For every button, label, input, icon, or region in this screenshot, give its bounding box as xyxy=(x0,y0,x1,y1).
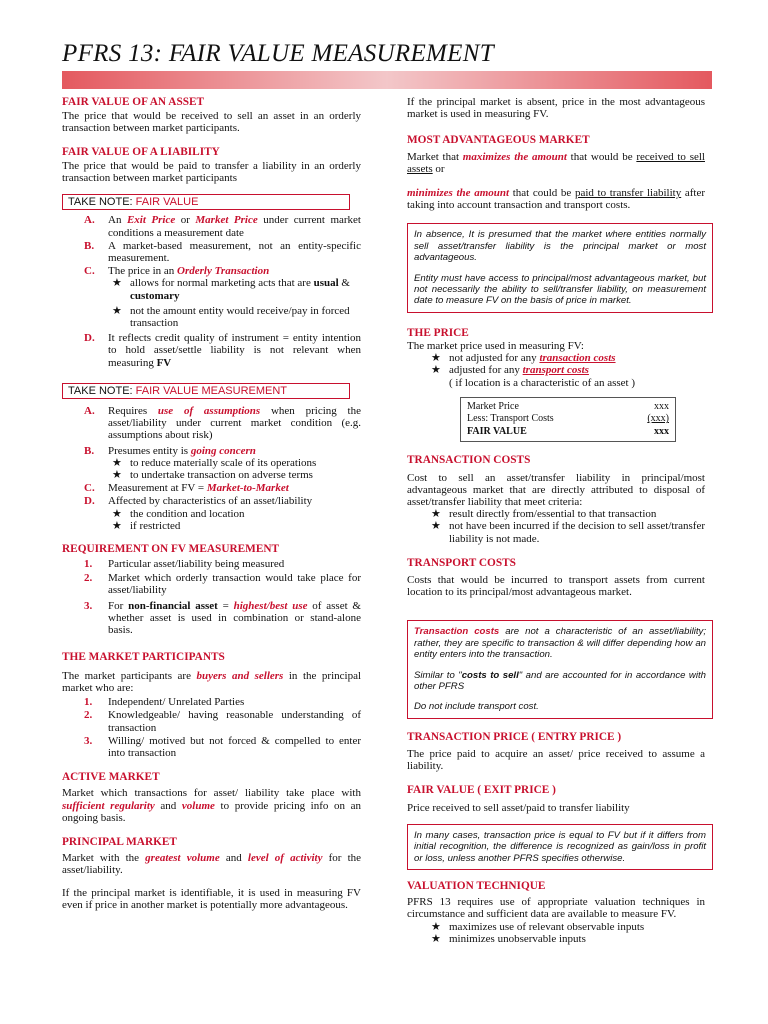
valuation-list xyxy=(427,921,705,945)
list-item: B. A market-based measurement, not an entity-specific measurement. xyxy=(84,239,361,265)
section-heading: MOST ADVANTAGEOUS MARKET xyxy=(407,134,590,147)
sub-list-item: ★ to reduce materially scale of its operations xyxy=(112,456,317,469)
list-item: A. An Exit Price or Market Price under current market conditions a measurement date xyxy=(84,214,361,239)
take-note-prefix: TAKE NOTE: xyxy=(68,196,136,209)
star-icon: ★ xyxy=(112,304,122,317)
section-text: The price that would be paid to transfer a liability in an orderly transaction between market participants xyxy=(62,159,361,185)
list-item: ( if location is a characteristic of an asset ) xyxy=(449,376,636,389)
list-item: ★ maximizes use of relevant observable inputs xyxy=(431,920,645,933)
list-item: D. It reflects credit quality of instrument = entity intention to hold asset/settle liability is not relevant when measuring FV xyxy=(84,332,361,369)
sub-list-item: ★ allows for normal marketing acts that are usual & customary xyxy=(112,277,350,302)
list-item: 3. Willing/ motived but not forced & compelled to enter into transaction xyxy=(84,734,361,759)
computation-row: Less: Transport Costs (xxx) xyxy=(467,413,669,425)
fv-measurement-list xyxy=(62,405,361,532)
note-text: In many cases, transaction price is equal to FV but if it differs from initial recognition, the difference is recognized as gain/loss in profit or loss, unless another PFRS specifies otherwise. xyxy=(414,829,706,864)
list-item: ★ not have been incurred if the decision to sell asset/transfer liability is not made. xyxy=(431,520,705,545)
section-the-price xyxy=(407,327,705,443)
list-item: 2. Knowledgeable/ having reasonable understanding of transaction xyxy=(84,709,361,734)
participants-list xyxy=(62,696,361,759)
fair-value-computation xyxy=(460,397,676,443)
page-title: PFRS 13: FAIR VALUE MEASUREMENT xyxy=(62,40,494,67)
section-text: Price received to sell asset/paid to transfer liability xyxy=(407,801,630,814)
list-item: 1. Independent/ Unrelated Parties xyxy=(84,696,245,709)
note-box-presumption xyxy=(407,223,713,312)
take-note-label: FAIR VALUE xyxy=(135,196,199,209)
section-transaction-costs xyxy=(407,454,705,544)
section-fv-liability xyxy=(62,146,361,185)
star-icon: ★ xyxy=(431,520,441,533)
section-fv-asset xyxy=(62,96,361,135)
section-most-advantageous xyxy=(407,134,705,211)
section-heading: FAIR VALUE OF A LIABILITY xyxy=(62,145,220,158)
list-item: A. Requires use of assumptions when pricing the asset/liability under current market condition (e.g. assumptions about risk) xyxy=(84,405,361,442)
star-icon: ★ xyxy=(431,352,441,365)
section-heading: VALUATION TECHNIQUE xyxy=(407,880,546,893)
list-item: 3. For non-financial asset = highest/best use of asset & whether asset is used in combination or stand-alone basis. xyxy=(84,599,361,637)
star-icon: ★ xyxy=(431,364,441,377)
section-text: The market participants are buyers and sellers in the principal market who are: xyxy=(62,669,362,694)
section-active-market xyxy=(62,771,361,824)
section-text: Market that maximizes the amount that would be received to sell assets or xyxy=(407,150,705,175)
section-text: The market price used in measuring FV: xyxy=(407,340,584,353)
star-icon: ★ xyxy=(431,508,441,521)
section-valuation-technique xyxy=(407,880,705,945)
take-note-fv-measurement-box xyxy=(62,383,350,399)
list-item: 1. Particular asset/liability being measured xyxy=(84,558,285,571)
computation-row: Market Price xxx xyxy=(467,400,669,412)
take-note-fair-value-box xyxy=(62,194,350,210)
sub-list xyxy=(108,277,361,329)
price-list xyxy=(427,352,705,389)
section-heading: FAIR VALUE OF AN ASSET xyxy=(62,96,205,108)
star-icon: ★ xyxy=(431,932,441,945)
title-underline-bar xyxy=(62,71,712,89)
section-requirement xyxy=(62,543,361,636)
take-note-label: FAIR VALUE MEASUREMENT xyxy=(135,384,288,397)
sub-list xyxy=(108,457,361,481)
section-text: The price that would be received to sell an asset in an orderly transaction between market participants. xyxy=(62,110,361,135)
intro-text: If the principal market is absent, price in the most advantageous market is used in measuring FV. xyxy=(407,96,705,121)
list-item: ★ minimizes unobservable inputs xyxy=(431,932,586,945)
section-heading: THE MARKET PARTICIPANTS xyxy=(62,650,225,663)
sub-list-item: ★ not the amount entity would receive/pay in forced transaction xyxy=(112,304,350,330)
take-note-prefix: TAKE NOTE: xyxy=(68,384,136,397)
list-item: C. The price in an Orderly Transaction ★ allows for normal marketing acts that are usual & customary ★ not the amount entity would receive/pay in forced transaction xyxy=(62,265,361,329)
list-item: ★ not adjusted for any transaction costs xyxy=(431,352,616,365)
criteria-list xyxy=(427,508,705,545)
section-text: Cost to sell an asset/transfer liability in principal/most advantageous market that are directly attributed to disposal of asset/transfer liability that meet criteria: xyxy=(407,471,705,508)
star-icon: ★ xyxy=(112,507,122,520)
section-text: Market which transactions for asset/ liability take place with sufficient regularity and volume to provide pricing info on an ongoing basis. xyxy=(62,787,361,824)
list-item: C. Measurement at FV = Market-to-Market xyxy=(84,482,289,495)
section-heading: THE PRICE xyxy=(407,326,469,339)
section-text: If the principal market is identifiable, it is used in measuring FV even if price in another market is potentially more advantageous. xyxy=(62,886,361,911)
note-text: Transaction costs are not a characteristic of an asset/liability; rather, they are specific to transaction & will differ depending how an entity enters into the transaction. xyxy=(414,626,706,661)
sub-list-item: ★ to undertake transaction on adverse terms xyxy=(112,469,313,482)
section-heading: TRANSACTION COSTS xyxy=(407,454,531,467)
section-exit-price xyxy=(407,784,705,813)
section-text: The price paid to acquire an asset/ price received to assume a liability. xyxy=(407,748,705,773)
note-text: In absence, It is presumed that the market where entities normally sell asset/transfer liability is the principal market or most advantageous. xyxy=(414,229,706,264)
section-heading: ACTIVE MARKET xyxy=(62,771,160,784)
right-column xyxy=(407,96,705,945)
computation-row: FAIR VALUE xxx xyxy=(467,425,669,437)
section-heading: TRANSPORT COSTS xyxy=(407,556,516,569)
section-heading: TRANSACTION PRICE ( ENTRY PRICE ) xyxy=(407,730,622,743)
requirement-list xyxy=(62,558,361,636)
section-text: minimizes the amount that could be paid to transfer liability after taking into account transaction and transport costs. xyxy=(407,187,705,212)
section-text: Market with the greatest volume and level of activity for the asset/liability. xyxy=(62,852,362,877)
note-box-transaction-costs xyxy=(407,620,713,718)
note-text: Do not include transport cost. xyxy=(414,701,539,713)
star-icon: ★ xyxy=(112,277,122,290)
section-heading: REQUIREMENT ON FV MEASUREMENT xyxy=(62,543,280,556)
star-icon: ★ xyxy=(112,469,122,482)
section-entry-price xyxy=(407,731,705,773)
list-item: D. Affected by characteristics of an asset/liability ★ the condition and location ★ if restricted xyxy=(62,495,361,532)
note-text: Similar to "costs to sell" and are accounted for in accordance with other PFRS xyxy=(414,669,706,693)
section-heading: PRINCIPAL MARKET xyxy=(62,835,177,848)
star-icon: ★ xyxy=(112,519,122,532)
left-column xyxy=(62,96,361,911)
section-principal-market xyxy=(62,836,361,911)
list-item: ★ result directly from/essential to that transaction xyxy=(431,508,657,521)
note-box-transaction-price xyxy=(407,824,713,870)
section-transport-costs xyxy=(407,557,705,599)
fair-value-list xyxy=(62,214,361,368)
sub-list xyxy=(108,508,361,532)
star-icon: ★ xyxy=(112,456,122,469)
section-heading: FAIR VALUE ( EXIT PRICE ) xyxy=(407,784,556,797)
section-text: PFRS 13 requires use of appropriate valuation techniques in circumstance and sufficient data are available to measure FV. xyxy=(407,896,705,921)
section-text: Costs that would be incurred to transport assets from current location to its principal/most advantageous market. xyxy=(407,574,705,599)
sub-list-item: ★ the condition and location xyxy=(112,507,245,520)
section-participants xyxy=(62,651,361,760)
star-icon: ★ xyxy=(431,920,441,933)
list-item: 2. Market which orderly transaction would take place for asset/liability xyxy=(84,571,361,596)
note-text: Entity must have access to principal/most advantageous market, but not necessarily the ability to sell/transfer liability, on measurement date to measure FV on the basis of price in market. xyxy=(414,272,706,307)
sub-list-item: ★ if restricted xyxy=(112,519,181,532)
list-item: ★ adjusted for any transport costs xyxy=(431,364,589,377)
list-item: B. Presumes entity is going concern ★ to reduce materially scale of its operations ★ to undertake transaction on adverse terms xyxy=(62,445,361,482)
